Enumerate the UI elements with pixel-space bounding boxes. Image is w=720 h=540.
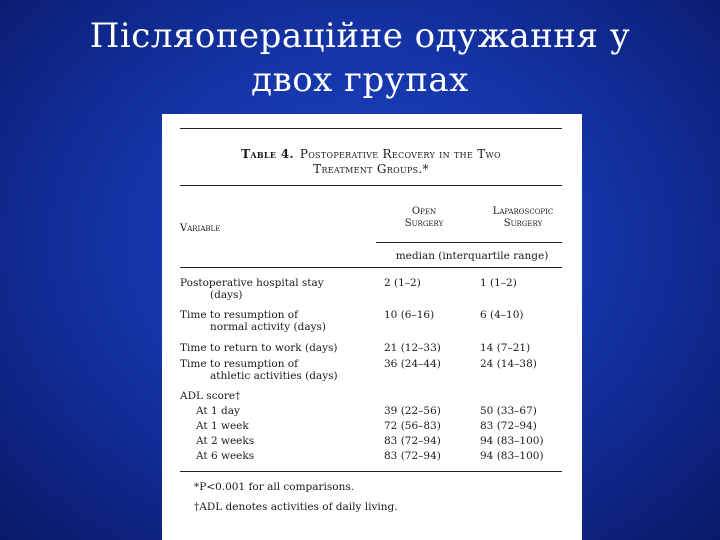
open-surgery-value: 72 (56–83) [384,420,441,432]
table-caption [180,147,562,162]
row-label: At 1 day [196,405,240,417]
slide-title [0,14,720,102]
open-surgery-value: 10 (6–16) [384,309,435,321]
row-label: At 6 weeks [196,450,255,462]
row-label-continuation: (days) [210,288,243,301]
row-label [180,310,380,333]
slide-title-line-2: двох групах [251,60,469,100]
table-caption-line-2: Treatment Groups.* [313,162,429,176]
column-header-lap-line-1: Laparoscopic [492,206,554,217]
laparoscopic-value: 94 (83–100) [480,450,544,462]
slide-title-line-1: Післяопераційне одужання у [89,16,631,56]
open-surgery-value: 39 (22–56) [384,405,441,417]
column-header-lap-line-2: Surgery [503,218,543,229]
row-label: At 1 week [196,420,249,432]
row-label-continuation: normal activity (days) [210,320,327,333]
table-image-panel [162,114,582,540]
laparoscopic-value: 94 (83–100) [480,435,544,447]
column-header-open-line-1: Open [411,206,437,217]
row-label-text: Time to resumption of [180,358,299,370]
top-rule [180,128,562,129]
open-surgery-value: 83 (72–94) [384,435,441,447]
open-surgery-value: 36 (24–44) [384,358,441,370]
open-surgery-value: 21 (12–33) [384,342,441,354]
column-header-laparoscopic [476,206,570,230]
caption-rule [180,185,562,186]
open-surgery-value: 83 (72–94) [384,450,441,462]
laparoscopic-value: 50 (33–67) [480,405,537,417]
bottom-rule [180,471,562,472]
header-rule [180,267,562,268]
column-header-open-line-2: Surgery [404,218,444,229]
table-caption-line-1: Postoperative Recovery in the Two [299,147,501,161]
row-label [180,343,380,355]
row-label [180,359,380,382]
column-header-variable: Variable [180,223,221,234]
row-label-text: Time to return to work (days) [180,342,338,354]
row-label [180,391,380,403]
footnote-adl: †ADL denotes activities of daily living. [194,501,398,513]
column-header-open [386,206,462,230]
row-label-text: Time to resumption of [180,309,299,321]
subheader-median-iqr: median (interquartile range) [395,250,549,262]
row-label [180,278,380,301]
open-surgery-value: 2 (1–2) [384,277,421,289]
laparoscopic-value: 1 (1–2) [480,277,517,289]
laparoscopic-value: 14 (7–21) [480,342,531,354]
table-label: Table 4. [241,147,294,161]
row-label-continuation: athletic activities (days) [210,369,338,382]
footnote-p-value: *P<0.001 for all comparisons. [194,481,355,493]
row-label-text: ADL score† [180,390,241,402]
row-label: At 2 weeks [196,435,255,447]
row-label-text: Postoperative hospital stay [180,277,324,289]
laparoscopic-value: 24 (14–38) [480,358,537,370]
subheader-rule [376,242,562,243]
laparoscopic-value: 6 (4–10) [480,309,524,321]
laparoscopic-value: 83 (72–94) [480,420,537,432]
